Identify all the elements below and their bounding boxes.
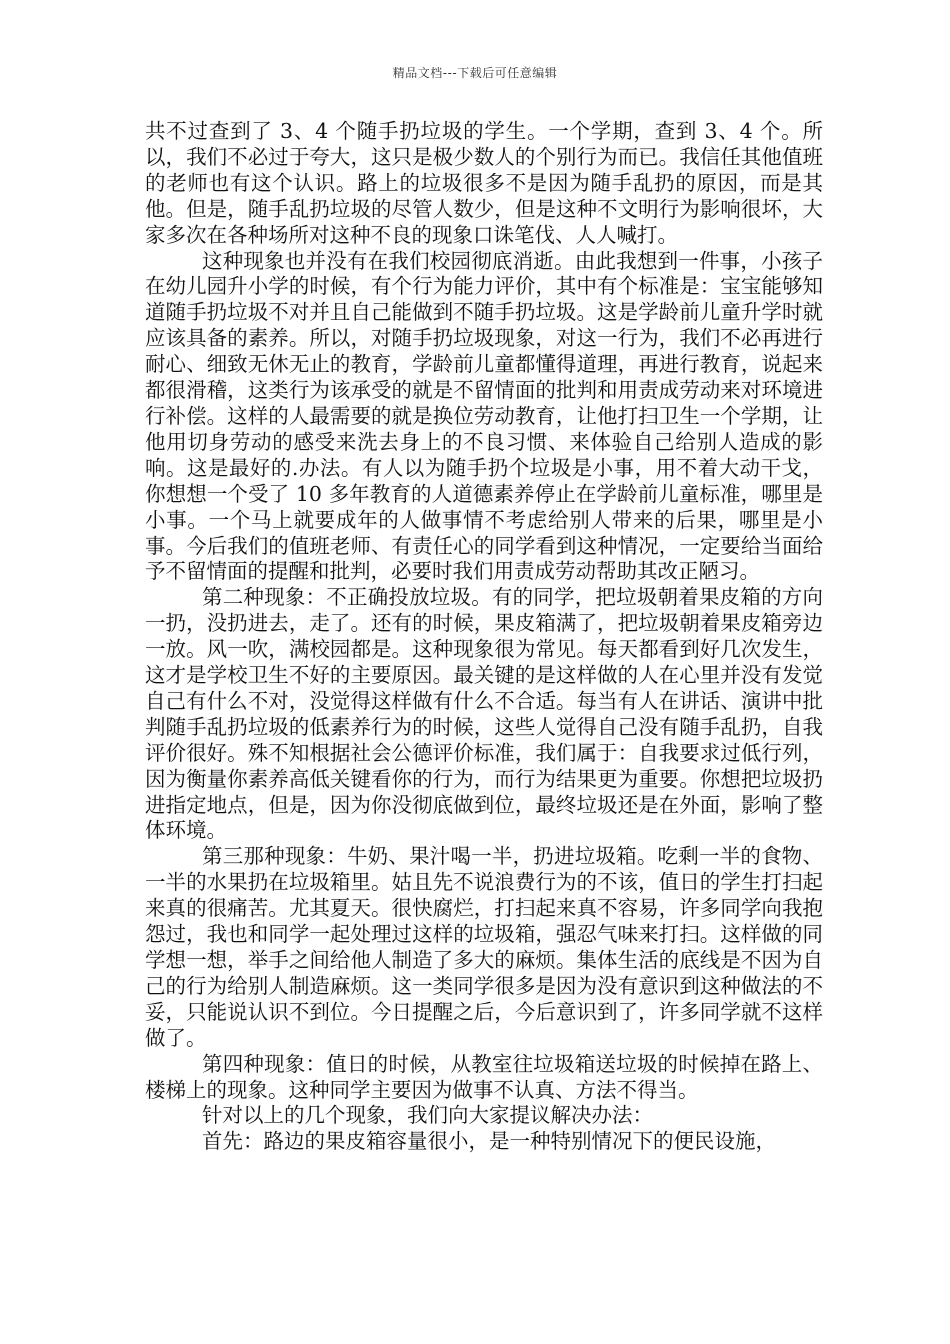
page-header: 精品文档---下载后可任意编辑 bbox=[392, 66, 558, 80]
paragraph-6: 针对以上的几个现象，我们向大家提议解决办法： bbox=[202, 1103, 653, 1128]
document-body bbox=[145, 119, 823, 1155]
paragraph-1: 共不过查到了 3、4 个随手扔垃圾的学生。一个学期，查到 3、4 个。所以，我们不必过于夸大，这只是极少数人的个别行为而已。我信任其他值班的老师也有这个认识。路上的垃圾很多不是因为随手乱扔的原因，而是其他。但是，随手乱扔垃圾的尽管人数少，但是这种不文明行为影响很坏，大家多次在各种场所对这种不良的现象口诛笔伐、人人喊打。 bbox=[145, 119, 823, 247]
paragraph-5: 第四种现象：值日的时候，从教室往垃圾箱送垃圾的时候掉在路上、楼梯上的现象。这种同学主要因为做事不认真、方法不得当。 bbox=[145, 1051, 823, 1102]
paragraph-2: 这种现象也并没有在我们校园彻底消逝。由此我想到一件事，小孩子在幼儿园升小学的时候，有个行为能力评价，其中有个标准是：宝宝能够知道随手扔垃圾不对并且自己能做到不随手扔垃圾。这是学龄前儿童升学时就应该具备的素养。所以，对随手扔垃圾现象，对这一行为，我们不必再进行耐心、细致无休无止的教育，学龄前儿童都懂得道理，再进行教育，说起来都很滑稽，这类行为该承受的就是不留情面的批判和用责成劳动来对环境进行补偿。这样的人最需要的就是换位劳动教育，让他打扫卫生一个学期，让他用切身劳动的感受来洗去身上的不良习惯、来体验自己给别人造成的影响。这是最好的.办法。有人以为随手扔个垃圾是小事，用不着大动干戈，你想想一个受了 10 多年教育的人道德素养停止在学龄前儿童标准，哪里是小事。一个马上就要成年的人做事情不考虑给别人带来的后果，哪里是小事。今后我们的值班老师、有责任心的同学看到这种情况，一定要给当面给予不留情面的提醒和批判，必要时我们用责成劳动帮助其改正陋习。 bbox=[145, 248, 823, 584]
paragraph-7: 首先：路边的果皮箱容量很小，是一种特别情况下的便民设施， bbox=[202, 1129, 776, 1154]
paragraph-3: 第二种现象：不正确投放垃圾。有的同学，把垃圾朝着果皮箱的方向一扔，没扔进去，走了。还有的时候，果皮箱满了，把垃圾朝着果皮箱旁边一放。风一吹，满校园都是。这种现象很为常见。每天都看到好几次发生，这才是学校卫生不好的主要原因。最关键的是这样做的人在心里并没有发觉自己有什么不对，没觉得这样做有什么不合适。每当有人在讲话、演讲中批判随手乱扔垃圾的低素养行为的时候，这些人觉得自己没有随手乱扔，自我评价很好。殊不知根据社会公德评价标准，我们属于：自我要求过低行列，因为衡量你素养高低关键看你的行为，而行为结果更为重要。你想把垃圾扔进指定地点，但是，因为你没彻底做到位，最终垃圾还是在外面，影响了整体环境。 bbox=[145, 585, 823, 843]
paragraph-4: 第三那种现象：牛奶、果汁喝一半，扔进垃圾箱。吃剩一半的食物、一半的水果扔在垃圾箱里。姑且先不说浪费行为的不该，值日的学生打扫起来真的很痛苦。尤其夏天。很快腐烂，打扫起来真不容易，许多同学向我抱怨过，我也和同学一起处理过这样的垃圾箱，强忍气味来打扫。这样做的同学想一想，举手之间给他人制造了多大的麻烦。集体生活的底线是不因为自己的行为给别人制造麻烦。这一类同学很多是因为没有意识到这种做法的不妥，只能说认识不到位。今日提醒之后，今后意识到了，许多同学就不这样做了。 bbox=[145, 844, 823, 1050]
